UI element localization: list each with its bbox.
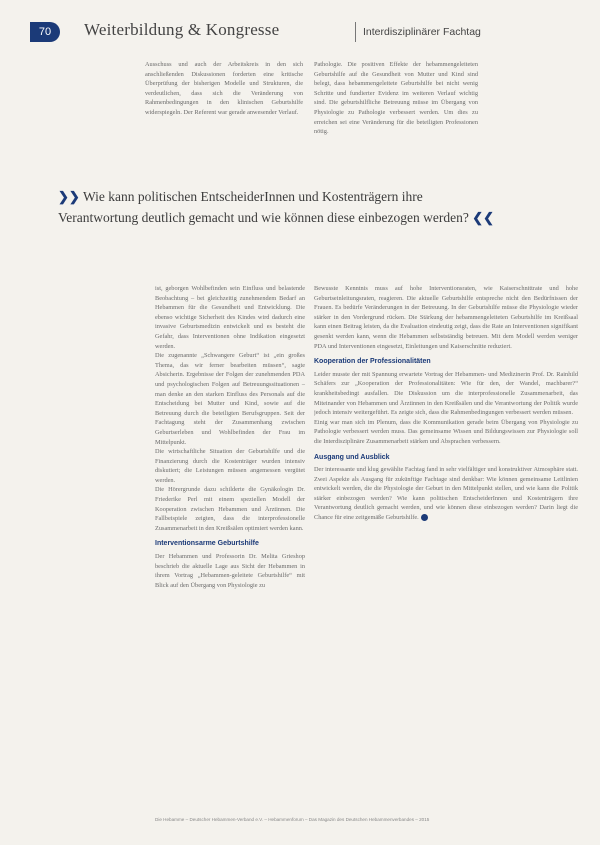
body-paragraph: Einig war man sich im Plenum, dass die Kommunikation gerade beim Übergang von Physiologie zu Pathologie verbessert werden muss. Das gemeinsame Wissen und Bildungswissen zur Physiologie soll die Interdisziplinäre Zusammenarbeit stärken und Absprachen verbessern. (314, 418, 578, 445)
pull-quote (58, 186, 498, 228)
quote-close-icon: ❮❮ (472, 210, 495, 225)
intro-paragraph: Ausschuss und auch der Arbeitskreis in den sich anschließenden Diskussionen forderten eine kritische Überprüfung der bisherigen Modelle und Strukturen, die verdeutlichen, dass sich die Veränderung von Rahmenbedingungen in den klinischen Geburtshilfe widerspiegeln. Der Referent war gerade anwesender Verlauf. (145, 61, 303, 116)
body-paragraph: Die wirtschaftliche Situation der Geburtshilfe und die Finanzierung durch die Kostenträger wurden intensiv diskutiert; die Leistungen müssen angemessen vergütet werden. (155, 448, 305, 484)
subheading: Ausgang und Ausblick (314, 453, 390, 461)
section-title: Weiterbildung & Kongresse (84, 20, 280, 39)
section-subtitle: Interdisziplinärer Fachtag (363, 26, 481, 38)
subheading: Interventionsarme Geburtshilfe (155, 540, 259, 548)
body-paragraph: Leider musste der mit Spannung erwartete Vortrag der Hebammen- und Medizinerin Prof. Dr. Rainhild Schäfers zur „Kooperation der Professionalitäten: Wie für den, der Wandel, machbarer?“ krankheitsbedingt ausfallen. Die Diskussion um die interprofessionelle Zusammenarbeit, das Miteinander von Hebammen und Ärztinnen in den Kreißsälen und die Verantwortung der Politik wurde jedoch intensiv weitergeführt. Es zeigte sich, dass die Rahmenbedingungen verbessert werden müssen. (314, 370, 578, 417)
intro-column-right (314, 60, 478, 160)
page-footer: Die Hebamme – Deutscher Hebammen-Verband e.V. – Hebammenforum – Das Magazin des Deutschen Hebammenverbandes – 2015 (155, 817, 430, 822)
closing-text: Der interessante und klug gewählte Fachtag fand in sehr vielfältiger und konstruktiver Atmosphäre statt. Zwei Aspekte als Ausgang für zukünftige Fachtage sind denkbar: Wie können gemeinsame Leitlinien entwickelt werden, die die Physiologie der Geburt in den Mittelpunkt stellen, und wie kann die Politik stärker einbezogen werden? Wie kann politischen EntscheiderInnen und Kostenträgern ihre Verantwortung deutlich gemacht werden, und wie können diese einbezogen werden? Darin liegt die Chance für eine zeitgemäße Geburtshilfe. (314, 466, 578, 522)
body-paragraph: Die Hörergrunde dazu schilderte die Gynäkologin Dr. Friederike Perl mit einem speziellen Modell der Kooperation zwischen Hebammen und Ärztinnen. Die Fallbeispiele zeigten, dass die interprofessionelle Zusammenarbeit in den Kreißsälen optimiert werden kann. (155, 486, 305, 532)
body-paragraph: Bewusste Kenntnis muss auf hohe Interventionsraten, wie Kaiserschnittrate und hohe Geburtseinleitungsraten, reagieren. Die aktuelle Geburtshilfe entspreche nicht den Bedürfnissen der Frauen. Es bedürfe Veränderungen in der Betreuung. In der Geburtshilfe müsse die Physiologie wieder stärker in den Vordergrund rücken. Die Stärkung der hebammengeleiteten Geburtshilfe im Kreißsaal kann einen Beitrag leisten, da die Evaluation eindeutig zeigt, dass die Rate an Interventionen signifikant gesenkt werden kann, wenn die Hebammen selbstständig betreuen. Mit dem Modell werden weniger PDA und Interventionen eingesetzt, Einleitungen und Kaiserschnitte reduziert. (314, 285, 578, 350)
subheading: Kooperation der Professionalitäten (314, 358, 431, 366)
pull-quote-text: Wie kann politischen EntscheiderInnen und Kostenträgern ihre Verantwortung deutlich gemacht und wie können diese einbezogen werden? (58, 189, 469, 225)
page-number-badge: 70 (30, 22, 60, 42)
body-paragraph: Die zugenannte „Schwangere Geburt“ ist „ein großes Thema, das wir ferner bearbeiten müssen“, sagte Absicherin. Ergebnisse der Folgen der zunehmenden PDA und psychologischen Folgen auf Betreuungssituationen – man denke an den starken Einfluss des Personals auf die Entscheidung bei Mutter und Kind, sowie auf die Betreuung durch die beteiligten Berufsgruppen. Seit der Fachtagung steht der Zusammenhang zwischen Geburtserleben und Wohlbefinden der Frau im Mittelpunkt. (155, 352, 305, 446)
page-header (30, 18, 575, 48)
quote-open-icon: ❯❯ (58, 189, 80, 204)
body-column-right (314, 284, 578, 814)
body-paragraph: Der Hebammen und Professorin Dr. Melita Grieshop beschrieb die aktuelle Lage aus Sicht der Hebammen in ihrem Vortrag „Hebammen-geleitete Geburtshilfe“ mit Blick auf den Übergang von Physiologie zu (155, 553, 305, 589)
body-paragraph: ist, geborgen Wohlbefinden sein Einfluss und belastende Beobachtung – bei gleichzeitig zunehmendem Bedarf an Hebammen für die Gesundheit und Entwicklung. Die ebenso wichtige Sicherheit des Kindes wird dadurch eine invasive Geburtsmedizin entwickelt und es besteht die Gefahr, dass Interventionen ohne Indikation eingesetzt werden. (155, 285, 305, 350)
intro-column-left (145, 60, 303, 160)
body-column-left (155, 284, 305, 814)
end-of-article-icon (421, 514, 428, 521)
intro-paragraph: Pathologie. Die positiven Effekte der hebammengeleiteten Geburtshilfe auf die Gesundheit von Mutter und Kind sind belegt, dass hebammengeleitete Geburtshilfe bei nicht wenig Schritte und fundierter Evidenz im weiteren Verlauf wichtig sind. Die geburtshilfliche Betreuung müsse im Übergang von Physiologie zu Pathologie verbessert werden. Um dies zu erreichen sei eine Veränderung für die beteiligten Professionen nötig. (314, 61, 478, 136)
header-divider (355, 22, 356, 42)
body-paragraph (314, 465, 578, 523)
